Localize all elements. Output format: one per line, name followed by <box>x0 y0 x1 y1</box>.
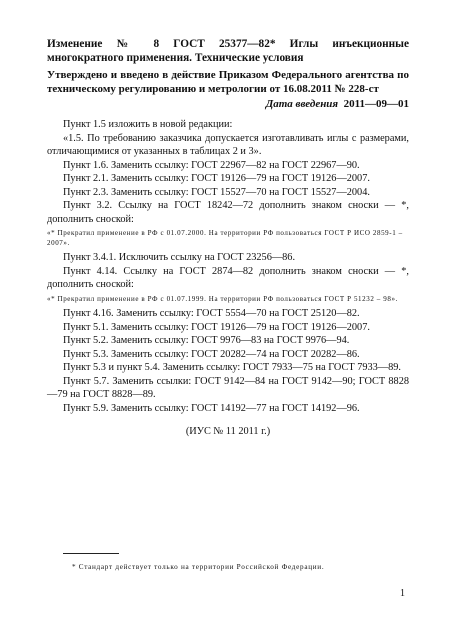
paragraph: Пункт 5.3. Заменить ссылку: ГОСТ 20282—74 на ГОСТ 20282—86. <box>63 348 360 360</box>
paragraph: Пункт 2.1. Заменить ссылку: ГОСТ 19126—79 на ГОСТ 19126—2007. <box>63 173 370 184</box>
paragraph: Пункт 5.3 и пункт 5.4. Заменить ссылку: ГОСТ 7933—75 на ГОСТ 7933—89. <box>63 362 401 373</box>
paragraph: Пункт 3.4.1. Исключить ссылку на ГОСТ 23256—86. <box>63 252 296 263</box>
approval-statement: Утверждено и введено в действие Приказом Федерального агентства по техническому регулированию и метрологии от 16.08.2011 № 228-ст <box>47 69 409 95</box>
paragraph: Пункт 2.3. Заменить ссылку: ГОСТ 15527—70 на ГОСТ 15527—2004. <box>63 186 370 198</box>
paragraph: Пункт 5.2. Заменить ссылку: ГОСТ 9976—83 на ГОСТ 9976—94. <box>63 335 350 346</box>
paragraph: Пункт 3.2. Ссылку на ГОСТ 18242—72 дополнить знаком сноски — *, дополнить сноской: <box>47 200 409 225</box>
amendment-title: Изменение № 8 ГОСТ 25377—82* Иглы инъекционные многократного применения. Технические условия <box>47 38 409 64</box>
effective-date-line <box>266 97 409 111</box>
page-footnote: * Стандарт действует только на территории Российской Федерации. <box>72 563 325 571</box>
page-number: 1 <box>400 588 405 599</box>
paragraph: «1.5. По требованию заказчика допускается изготавливать иглы с размерами, отличающимися от указанных в таблицах 2 и 3». <box>47 132 409 157</box>
paragraph: Пункт 4.16. Заменить ссылку: ГОСТ 5554—70 на ГОСТ 25120—82. <box>63 308 360 319</box>
paragraph: Пункт 1.5 изложить в новой редакции: <box>63 119 233 130</box>
inserted-footnote-text: «* Прекратил применение в РФ с 01.07.1999. На территории РФ пользоваться ГОСТ Р 51232 – 98». <box>47 294 398 303</box>
paragraph: Пункт 5.7. Заменить ссылки: ГОСТ 9142—84 на ГОСТ 9142—90; ГОСТ 8828—79 на ГОСТ 8828—89. <box>47 375 409 400</box>
footnote-divider <box>63 553 119 554</box>
paragraph: Пункт 5.1. Заменить ссылку: ГОСТ 19126—79 на ГОСТ 19126—2007. <box>63 321 370 333</box>
effective-date-label: Дата введения <box>265 98 339 110</box>
paragraph: Пункт 5.9. Заменить ссылку: ГОСТ 14192—77 на ГОСТ 14192—96. <box>63 402 360 414</box>
paragraph: Пункт 4.14. Ссылку на ГОСТ 2874—82 дополнить знаком сноски — *, дополнить сноской: <box>47 265 409 290</box>
paragraph: Пункт 1.6. Заменить ссылку: ГОСТ 22967—82 на ГОСТ 22967—90. <box>63 159 360 171</box>
ius-reference: (ИУС № 11 2011 г.) <box>185 426 271 437</box>
effective-date-value: 2011—09—01 <box>343 98 409 110</box>
inserted-footnote-text: «* Прекратил применение в РФ с 01.07.2000. На территории РФ пользоваться ГОСТ Р ИСО 2859-1 –2007». <box>47 229 403 247</box>
amendment-body <box>47 118 409 439</box>
